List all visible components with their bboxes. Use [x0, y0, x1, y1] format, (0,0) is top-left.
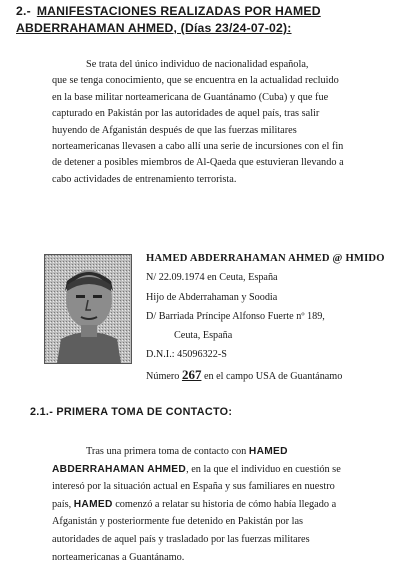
paragraph-line: en la base militar norteamericana de Guantánamo (Cuba) y que fue [52, 91, 329, 103]
paragraph-line: autoridades de aquel país y trasladado por las fuerzas militares [52, 533, 310, 545]
camp-number-line [146, 365, 385, 386]
camp-number: 267 [181, 366, 202, 382]
identification-block [146, 249, 385, 386]
paragraph-line: interesó por la situación actual en España y sus familiares en nuestro [52, 481, 335, 493]
dni-info: D.N.I.: 45096322-S [146, 349, 227, 361]
paragraph-line [52, 443, 370, 461]
paragraph-line: Se trata del único individuo de nacionalidad española, [86, 59, 309, 70]
detainee-name: HAMED ABDERRAHAMAN AHMED @ HMIDO [146, 253, 385, 264]
bold-name: ABDERRAHAMAN AHMED [52, 463, 187, 475]
text: , en la que el individuo en cuestión se [186, 463, 341, 475]
birth-info: N/ 22.09.1974 en Ceuta, España [146, 272, 278, 284]
paragraph-line: huyendo de Afganistán después de que las fuerzas militares [52, 124, 297, 136]
number-prefix: Número [146, 370, 180, 382]
number-suffix: en el campo USA de Guantánamo [203, 370, 343, 382]
text: comenzó a relatar su historia de cómo había llegado a [115, 498, 337, 510]
section-heading [16, 3, 346, 37]
address-line1: D/ Barriada Príncipe Alfonso Fuerte nº 189, [146, 310, 325, 322]
portrait-photo [44, 254, 132, 364]
paragraph-line: de detener a posibles miembros de Al-Qaeda que estuvieran llevando a [52, 157, 344, 169]
paragraph-line: norteamericanas llevasen a cabo allí una serie de incursiones con el fin [52, 141, 344, 153]
bold-name: HAMED [73, 498, 113, 510]
paragraph-line [52, 496, 370, 514]
portrait-image [45, 255, 131, 363]
text: Tras una primera toma de contacto con [86, 446, 247, 457]
section-title-line2: ABDERRAHAMAN AHMED, (Días 23/24-07-02): [16, 21, 292, 35]
paragraph-line: capturado en Pakistán por las autoridades de aquel país, tras salir [52, 108, 320, 120]
bold-name: HAMED [248, 446, 288, 457]
paragraph-line [52, 461, 370, 479]
paragraph-line: norteamericanas a Guantánamo. [52, 551, 185, 563]
intro-paragraph [52, 57, 370, 188]
section-number: 2.- [16, 4, 31, 18]
paragraph-line: que se tenga conocimiento, que se encuentra en la actualidad recluido [52, 75, 339, 87]
subsection-heading: 2.1.- PRIMERA TOMA DE CONTACTO: [30, 406, 233, 418]
text: país, [52, 498, 72, 510]
paragraph-line: cabo actividades de entrenamiento terrorista. [52, 173, 237, 185]
contact-paragraph [52, 443, 370, 566]
address-line2: Ceuta, España [174, 330, 233, 342]
section-title-line1: MANIFESTACIONES REALIZADAS POR HAMED [36, 4, 321, 18]
paragraph-line: Afganistán y posteriormente fue detenido en Pakistán por las [52, 516, 304, 528]
parents-info: Hijo de Abderrahaman y Soodia [146, 291, 278, 303]
